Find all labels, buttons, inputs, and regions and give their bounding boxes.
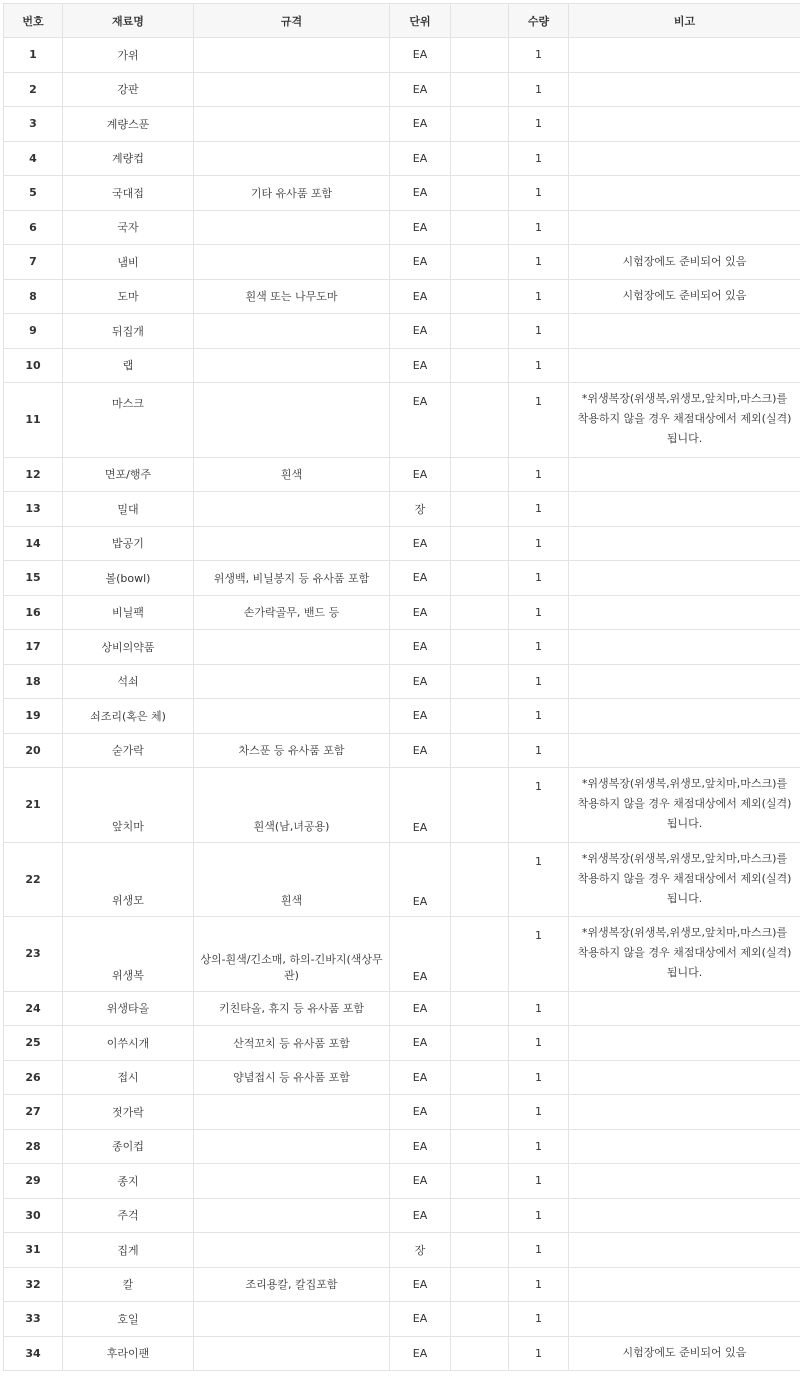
row-number: 31 — [4, 1233, 63, 1268]
table-row — [4, 768, 800, 843]
row-number: 17 — [4, 630, 63, 665]
material-note — [569, 1267, 800, 1302]
material-spec — [194, 210, 390, 245]
material-qty: 1 — [509, 176, 569, 211]
material-spec — [194, 38, 390, 73]
header-name: 재료명 — [63, 4, 194, 38]
material-name: 호일 — [63, 1302, 194, 1337]
material-note: 시험장에도 준비되어 있음 — [569, 1336, 800, 1371]
empty-cell — [451, 1095, 509, 1130]
material-unit: EA — [390, 141, 451, 176]
empty-cell — [451, 1164, 509, 1199]
row-number: 4 — [4, 141, 63, 176]
material-name: 칼 — [63, 1267, 194, 1302]
empty-cell — [451, 1336, 509, 1371]
empty-cell — [451, 383, 509, 458]
row-number: 7 — [4, 245, 63, 280]
material-note — [569, 595, 800, 630]
material-unit: EA — [390, 314, 451, 349]
header-unit: 단위 — [390, 4, 451, 38]
material-note — [569, 526, 800, 561]
material-spec: 흰색 — [194, 457, 390, 492]
material-spec: 상의-흰색/긴소매, 하의-긴바지(색상무관) — [194, 917, 390, 992]
material-name: 국자 — [63, 210, 194, 245]
table-row — [4, 842, 800, 917]
material-spec — [194, 245, 390, 280]
material-spec — [194, 72, 390, 107]
material-qty: 1 — [509, 107, 569, 142]
table-row — [4, 38, 800, 73]
empty-cell — [451, 314, 509, 349]
material-note — [569, 492, 800, 527]
row-number: 22 — [4, 842, 63, 917]
table-row — [4, 107, 800, 142]
row-number: 9 — [4, 314, 63, 349]
material-note — [569, 1060, 800, 1095]
material-qty: 1 — [509, 917, 569, 992]
material-qty: 1 — [509, 1267, 569, 1302]
material-unit: EA — [390, 176, 451, 211]
material-name: 국대접 — [63, 176, 194, 211]
material-qty: 1 — [509, 210, 569, 245]
table-row — [4, 699, 800, 734]
table-row — [4, 664, 800, 699]
material-name: 상비의약품 — [63, 630, 194, 665]
material-note — [569, 991, 800, 1026]
material-spec — [194, 1164, 390, 1199]
material-note — [569, 1302, 800, 1337]
material-note: 시험장에도 준비되어 있음 — [569, 245, 800, 280]
row-number: 13 — [4, 492, 63, 527]
empty-cell — [451, 1198, 509, 1233]
material-name: 위생타올 — [63, 991, 194, 1026]
material-name: 면포/행주 — [63, 457, 194, 492]
material-spec — [194, 492, 390, 527]
empty-cell — [451, 141, 509, 176]
empty-cell — [451, 842, 509, 917]
material-spec — [194, 1336, 390, 1371]
material-note — [569, 630, 800, 665]
material-qty: 1 — [509, 699, 569, 734]
table-row — [4, 457, 800, 492]
empty-cell — [451, 1060, 509, 1095]
material-qty: 1 — [509, 314, 569, 349]
empty-cell — [451, 107, 509, 142]
row-number: 10 — [4, 348, 63, 383]
row-number: 30 — [4, 1198, 63, 1233]
material-spec: 흰색 또는 나무도마 — [194, 279, 390, 314]
material-qty: 1 — [509, 1026, 569, 1061]
material-unit: EA — [390, 279, 451, 314]
material-unit: EA — [390, 38, 451, 73]
table-row — [4, 1336, 800, 1371]
material-unit: EA — [390, 1198, 451, 1233]
material-unit: EA — [390, 664, 451, 699]
empty-cell — [451, 1233, 509, 1268]
material-note: *위생복장(위생복,위생모,앞치마,마스크)를 착용하지 않을 경우 채점대상에서 제외(실격)됩니다. — [569, 842, 800, 917]
table-row — [4, 991, 800, 1026]
material-unit: EA — [390, 1302, 451, 1337]
material-name: 종이컵 — [63, 1129, 194, 1164]
table-row — [4, 210, 800, 245]
table-row — [4, 561, 800, 596]
material-spec — [194, 348, 390, 383]
material-name: 볼(bowl) — [63, 561, 194, 596]
table-row — [4, 245, 800, 280]
material-qty: 1 — [509, 1233, 569, 1268]
material-unit: EA — [390, 348, 451, 383]
table-row — [4, 279, 800, 314]
empty-cell — [451, 279, 509, 314]
material-unit: EA — [390, 107, 451, 142]
material-qty: 1 — [509, 630, 569, 665]
material-spec: 흰색 — [194, 842, 390, 917]
material-name: 주걱 — [63, 1198, 194, 1233]
material-qty: 1 — [509, 1302, 569, 1337]
material-note — [569, 38, 800, 73]
material-qty: 1 — [509, 492, 569, 527]
material-note — [569, 561, 800, 596]
material-spec — [194, 1233, 390, 1268]
row-number: 25 — [4, 1026, 63, 1061]
material-spec — [194, 141, 390, 176]
empty-cell — [451, 348, 509, 383]
material-unit: EA — [390, 457, 451, 492]
row-number: 20 — [4, 733, 63, 768]
material-note — [569, 699, 800, 734]
table-body — [4, 38, 800, 1371]
empty-cell — [451, 1129, 509, 1164]
row-number: 29 — [4, 1164, 63, 1199]
material-note — [569, 457, 800, 492]
table-row — [4, 1302, 800, 1337]
material-note — [569, 348, 800, 383]
material-note — [569, 1026, 800, 1061]
material-spec: 차스푼 등 유사품 포함 — [194, 733, 390, 768]
material-qty: 1 — [509, 1198, 569, 1233]
material-note: 시험장에도 준비되어 있음 — [569, 279, 800, 314]
material-name: 냄비 — [63, 245, 194, 280]
row-number: 15 — [4, 561, 63, 596]
material-note — [569, 1095, 800, 1130]
empty-cell — [451, 210, 509, 245]
material-unit: EA — [390, 1267, 451, 1302]
row-number: 21 — [4, 768, 63, 843]
empty-cell — [451, 595, 509, 630]
material-name: 계량컵 — [63, 141, 194, 176]
material-unit: EA — [390, 595, 451, 630]
header-no: 번호 — [4, 4, 63, 38]
header-note: 비고 — [569, 4, 800, 38]
table-row — [4, 1060, 800, 1095]
material-name: 뒤집개 — [63, 314, 194, 349]
material-qty: 1 — [509, 348, 569, 383]
table-row — [4, 595, 800, 630]
material-name: 마스크 — [63, 383, 194, 458]
row-number: 19 — [4, 699, 63, 734]
row-number: 34 — [4, 1336, 63, 1371]
empty-cell — [451, 457, 509, 492]
material-unit: EA — [390, 917, 451, 992]
material-unit: EA — [390, 991, 451, 1026]
material-qty: 1 — [509, 595, 569, 630]
material-qty: 1 — [509, 664, 569, 699]
table-row — [4, 1095, 800, 1130]
material-unit: EA — [390, 526, 451, 561]
material-qty: 1 — [509, 245, 569, 280]
materials-table — [3, 3, 800, 1371]
material-unit: EA — [390, 210, 451, 245]
header-spec: 규격 — [194, 4, 390, 38]
material-name: 강판 — [63, 72, 194, 107]
material-unit: EA — [390, 245, 451, 280]
empty-cell — [451, 664, 509, 699]
material-name: 위생복 — [63, 917, 194, 992]
material-unit: EA — [390, 1095, 451, 1130]
material-spec — [194, 1198, 390, 1233]
material-spec: 조리용칼, 칼집포함 — [194, 1267, 390, 1302]
table-row — [4, 141, 800, 176]
material-spec — [194, 314, 390, 349]
row-number: 11 — [4, 383, 63, 458]
material-qty: 1 — [509, 457, 569, 492]
empty-cell — [451, 561, 509, 596]
row-number: 18 — [4, 664, 63, 699]
material-qty: 1 — [509, 72, 569, 107]
table-row — [4, 383, 800, 458]
material-note — [569, 1129, 800, 1164]
material-note — [569, 664, 800, 699]
material-unit: EA — [390, 699, 451, 734]
material-qty: 1 — [509, 991, 569, 1026]
material-unit: EA — [390, 1060, 451, 1095]
empty-cell — [451, 176, 509, 211]
material-note: *위생복장(위생복,위생모,앞치마,마스크)를 착용하지 않을 경우 채점대상에서 제외(실격)됩니다. — [569, 768, 800, 843]
row-number: 26 — [4, 1060, 63, 1095]
table-row — [4, 72, 800, 107]
material-qty: 1 — [509, 279, 569, 314]
material-spec — [194, 1095, 390, 1130]
material-qty: 1 — [509, 1095, 569, 1130]
material-qty: 1 — [509, 1060, 569, 1095]
material-name: 숟가락 — [63, 733, 194, 768]
material-note: *위생복장(위생복,위생모,앞치마,마스크)를 착용하지 않을 경우 채점대상에서 제외(실격)됩니다. — [569, 917, 800, 992]
row-number: 16 — [4, 595, 63, 630]
empty-cell — [451, 492, 509, 527]
material-name: 접시 — [63, 1060, 194, 1095]
row-number: 14 — [4, 526, 63, 561]
material-spec: 위생백, 비닐봉지 등 유사품 포함 — [194, 561, 390, 596]
material-spec: 산적꼬치 등 유사품 포함 — [194, 1026, 390, 1061]
material-name: 도마 — [63, 279, 194, 314]
empty-cell — [451, 768, 509, 843]
material-unit: EA — [390, 1164, 451, 1199]
table-header-row — [4, 4, 800, 38]
material-note — [569, 314, 800, 349]
table-row — [4, 492, 800, 527]
material-spec: 양념접시 등 유사품 포함 — [194, 1060, 390, 1095]
row-number: 3 — [4, 107, 63, 142]
material-note — [569, 733, 800, 768]
material-spec: 흰색(남,녀공용) — [194, 768, 390, 843]
material-unit: EA — [390, 72, 451, 107]
material-name: 비닐팩 — [63, 595, 194, 630]
row-number: 2 — [4, 72, 63, 107]
material-unit: EA — [390, 733, 451, 768]
empty-cell — [451, 733, 509, 768]
material-unit: EA — [390, 383, 451, 458]
material-unit: 장 — [390, 1233, 451, 1268]
material-qty: 1 — [509, 383, 569, 458]
table-row — [4, 1164, 800, 1199]
material-note — [569, 1198, 800, 1233]
empty-cell — [451, 1302, 509, 1337]
material-qty: 1 — [509, 1336, 569, 1371]
material-qty: 1 — [509, 561, 569, 596]
material-unit: EA — [390, 842, 451, 917]
material-note — [569, 176, 800, 211]
material-qty: 1 — [509, 1164, 569, 1199]
material-name: 석쇠 — [63, 664, 194, 699]
material-unit: EA — [390, 1026, 451, 1061]
table-row — [4, 1129, 800, 1164]
material-unit: 장 — [390, 492, 451, 527]
row-number: 6 — [4, 210, 63, 245]
material-name: 밀대 — [63, 492, 194, 527]
material-qty: 1 — [509, 526, 569, 561]
material-unit: EA — [390, 1129, 451, 1164]
material-name: 계량스푼 — [63, 107, 194, 142]
table-row — [4, 1267, 800, 1302]
material-spec: 손가락골무, 밴드 등 — [194, 595, 390, 630]
material-name: 가위 — [63, 38, 194, 73]
material-note — [569, 72, 800, 107]
row-number: 32 — [4, 1267, 63, 1302]
table-row — [4, 1233, 800, 1268]
row-number: 12 — [4, 457, 63, 492]
table-row — [4, 526, 800, 561]
empty-cell — [451, 630, 509, 665]
material-name: 집게 — [63, 1233, 194, 1268]
empty-cell — [451, 699, 509, 734]
table-row — [4, 348, 800, 383]
header-blank — [451, 4, 509, 38]
material-spec — [194, 664, 390, 699]
empty-cell — [451, 917, 509, 992]
table-row — [4, 1198, 800, 1233]
row-number: 1 — [4, 38, 63, 73]
material-name: 밥공기 — [63, 526, 194, 561]
empty-cell — [451, 38, 509, 73]
material-spec — [194, 1129, 390, 1164]
row-number: 28 — [4, 1129, 63, 1164]
row-number: 5 — [4, 176, 63, 211]
material-note — [569, 210, 800, 245]
material-note — [569, 1233, 800, 1268]
row-number: 24 — [4, 991, 63, 1026]
material-spec — [194, 630, 390, 665]
row-number: 8 — [4, 279, 63, 314]
material-spec — [194, 383, 390, 458]
row-number: 27 — [4, 1095, 63, 1130]
row-number: 23 — [4, 917, 63, 992]
table-row — [4, 630, 800, 665]
material-spec — [194, 107, 390, 142]
material-unit: EA — [390, 768, 451, 843]
material-name: 이쑤시개 — [63, 1026, 194, 1061]
row-number: 33 — [4, 1302, 63, 1337]
empty-cell — [451, 991, 509, 1026]
material-note: *위생복장(위생복,위생모,앞치마,마스크)를 착용하지 않을 경우 채점대상에서 제외(실격)됩니다. — [569, 383, 800, 458]
material-spec — [194, 526, 390, 561]
empty-cell — [451, 526, 509, 561]
material-name: 젓가락 — [63, 1095, 194, 1130]
table-row — [4, 733, 800, 768]
empty-cell — [451, 1026, 509, 1061]
material-name: 위생모 — [63, 842, 194, 917]
empty-cell — [451, 245, 509, 280]
empty-cell — [451, 1267, 509, 1302]
material-qty: 1 — [509, 733, 569, 768]
table-row — [4, 314, 800, 349]
material-spec: 기타 유사품 포함 — [194, 176, 390, 211]
material-note — [569, 107, 800, 142]
material-name: 종지 — [63, 1164, 194, 1199]
material-note — [569, 1164, 800, 1199]
table-row — [4, 1026, 800, 1061]
material-qty: 1 — [509, 141, 569, 176]
material-name: 앞치마 — [63, 768, 194, 843]
material-unit: EA — [390, 561, 451, 596]
material-qty: 1 — [509, 768, 569, 843]
material-name: 랩 — [63, 348, 194, 383]
empty-cell — [451, 72, 509, 107]
material-qty: 1 — [509, 38, 569, 73]
material-name: 쇠조리(혹은 체) — [63, 699, 194, 734]
material-note — [569, 141, 800, 176]
material-unit: EA — [390, 630, 451, 665]
table-row — [4, 176, 800, 211]
material-unit: EA — [390, 1336, 451, 1371]
material-spec — [194, 699, 390, 734]
material-qty: 1 — [509, 1129, 569, 1164]
material-spec: 키친타올, 휴지 등 유사품 포함 — [194, 991, 390, 1026]
table-row — [4, 917, 800, 992]
material-qty: 1 — [509, 842, 569, 917]
material-spec — [194, 1302, 390, 1337]
header-qty: 수량 — [509, 4, 569, 38]
material-name: 후라이팬 — [63, 1336, 194, 1371]
